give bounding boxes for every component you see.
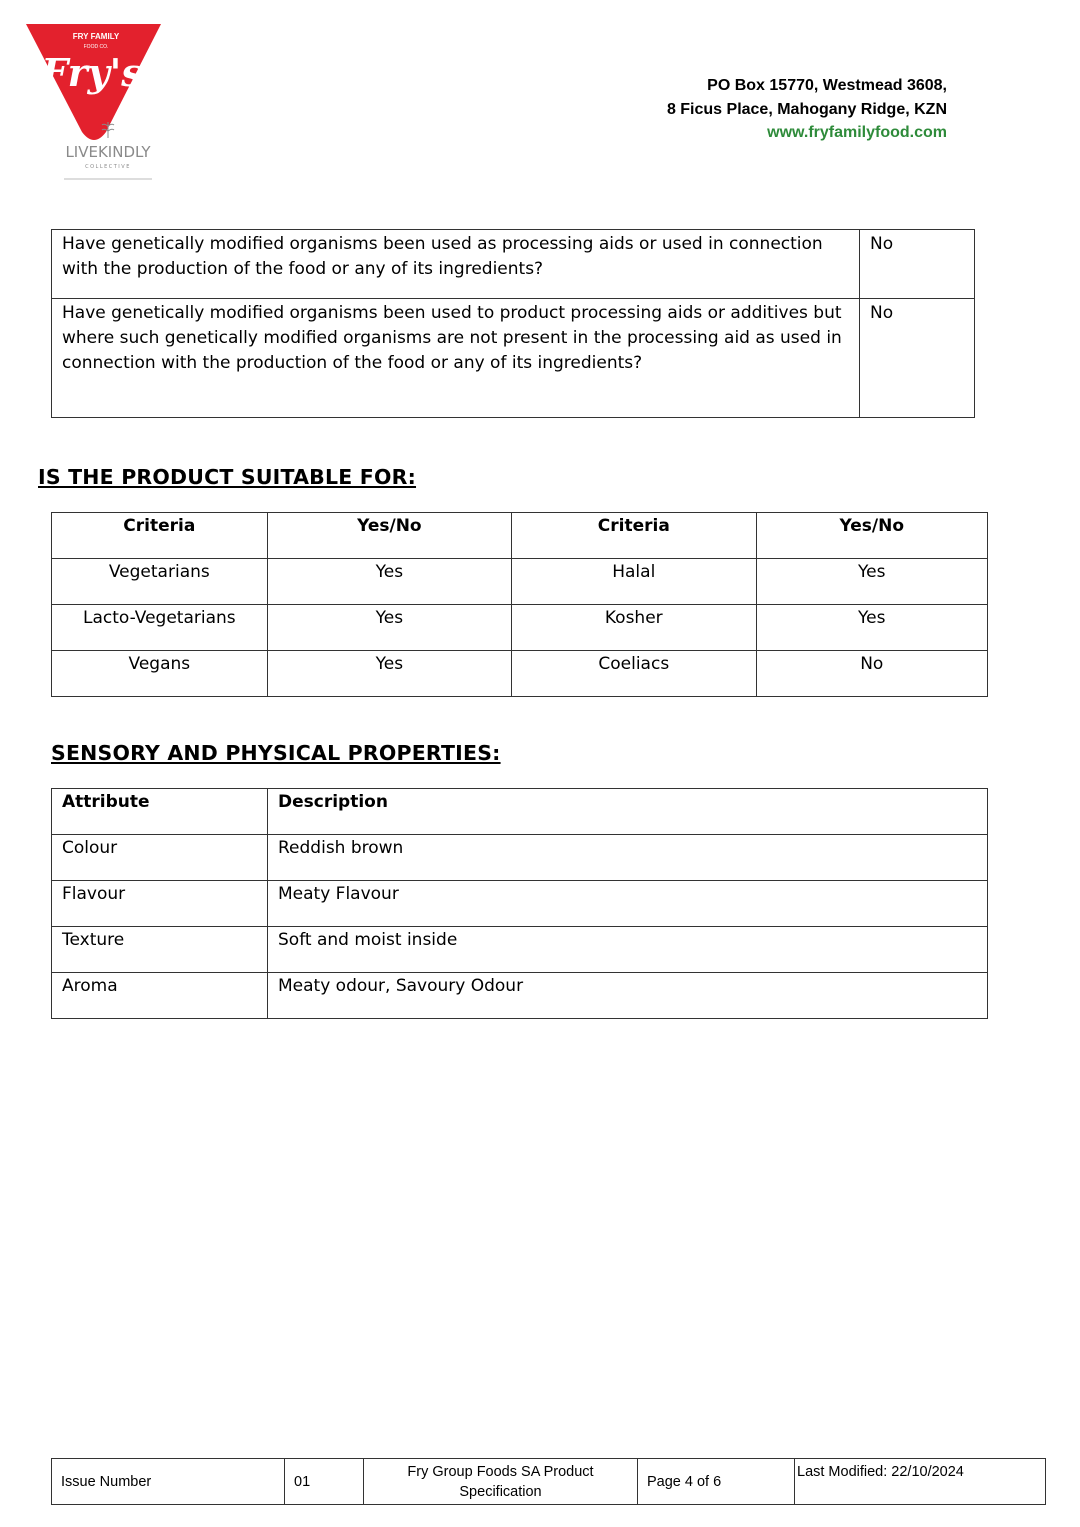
table-cell: Yes xyxy=(267,559,511,605)
table-cell: Colour xyxy=(52,835,268,881)
table-cell: Yes xyxy=(267,651,511,697)
table-header-row xyxy=(52,513,988,559)
table-cell: Yes xyxy=(267,605,511,651)
svg-text:FOOD CO.: FOOD CO. xyxy=(83,44,109,50)
column-header: Yes/No xyxy=(267,513,511,559)
table-header-row xyxy=(52,789,988,835)
column-header: Criteria xyxy=(52,513,268,559)
table-cell: Vegetarians xyxy=(52,559,268,605)
table-cell: Meaty odour, Savoury Odour xyxy=(268,973,988,1019)
table-cell: Coeliacs xyxy=(512,651,756,697)
frys-logo-icon xyxy=(24,20,164,185)
table-cell: Lacto-Vegetarians xyxy=(52,605,268,651)
table-cell: Flavour xyxy=(52,881,268,927)
table-cell: Yes xyxy=(756,605,988,651)
svg-text:FRY FAMILY: FRY FAMILY xyxy=(72,32,120,41)
table-cell: No xyxy=(756,651,988,697)
svg-text:Fry's: Fry's xyxy=(41,50,143,95)
document-footer xyxy=(51,1458,1046,1505)
gmo-question: Have genetically modified organisms been used to product processing aids or additives but where such genetically modified organisms are not present in the processing aid as used in connection with the production of the food or any of its ingredients? xyxy=(52,299,860,418)
sensory-heading: SENSORY AND PHYSICAL PROPERTIES: xyxy=(51,741,501,765)
gmo-answer: No xyxy=(860,230,975,299)
issue-number-label: Issue Number xyxy=(52,1459,285,1505)
address-line-1: PO Box 15770, Westmead 3608, xyxy=(707,77,947,94)
table-row xyxy=(52,605,988,651)
column-header: Description xyxy=(268,789,988,835)
gmo-answer: No xyxy=(860,299,975,418)
website-link[interactable]: www.fryfamilyfood.com xyxy=(767,124,947,141)
last-modified: Last Modified: 22/10/2024 xyxy=(795,1459,1046,1505)
table-cell: Yes xyxy=(756,559,988,605)
suitability-heading: IS THE PRODUCT SUITABLE FOR: xyxy=(38,465,417,489)
column-header: Criteria xyxy=(512,513,756,559)
table-row xyxy=(52,559,988,605)
table-row xyxy=(52,299,975,418)
table-cell: Halal xyxy=(512,559,756,605)
table-row xyxy=(52,651,988,697)
page-number: Page 4 of 6 xyxy=(638,1459,795,1505)
gmo-question: Have genetically modified organisms been used as processing aids or used in connection with the production of the food or any of its ingredients? xyxy=(52,230,860,299)
table-cell: Soft and moist inside xyxy=(268,927,988,973)
gmo-table xyxy=(51,229,975,418)
document-title-line-2: Specification xyxy=(459,1483,542,1500)
table-row xyxy=(52,881,988,927)
table-cell: Aroma xyxy=(52,973,268,1019)
suitability-table xyxy=(51,512,988,697)
table-row xyxy=(52,973,988,1019)
svg-text:LIVEKINDLY: LIVEKINDLY xyxy=(65,143,151,161)
footer-row xyxy=(52,1459,1046,1505)
table-cell: Kosher xyxy=(512,605,756,651)
document-title-line-1: Fry Group Foods SA Product xyxy=(407,1463,594,1480)
company-logo xyxy=(24,20,164,185)
table-row xyxy=(52,835,988,881)
svg-text:COLLECTIVE: COLLECTIVE xyxy=(85,164,131,170)
address-line-2: 8 Ficus Place, Mahogany Ridge, KZN xyxy=(666,100,947,118)
table-row xyxy=(52,230,975,299)
table-cell: Vegans xyxy=(52,651,268,697)
table-row xyxy=(52,927,988,973)
column-header: Yes/No xyxy=(756,513,988,559)
column-header: Attribute xyxy=(52,789,268,835)
sensory-table xyxy=(51,788,988,1019)
issue-number-value: 01 xyxy=(285,1459,364,1505)
document-title xyxy=(364,1459,638,1505)
table-cell: Texture xyxy=(52,927,268,973)
company-address xyxy=(667,74,947,145)
table-cell: Reddish brown xyxy=(268,835,988,881)
table-cell: Meaty Flavour xyxy=(268,881,988,927)
